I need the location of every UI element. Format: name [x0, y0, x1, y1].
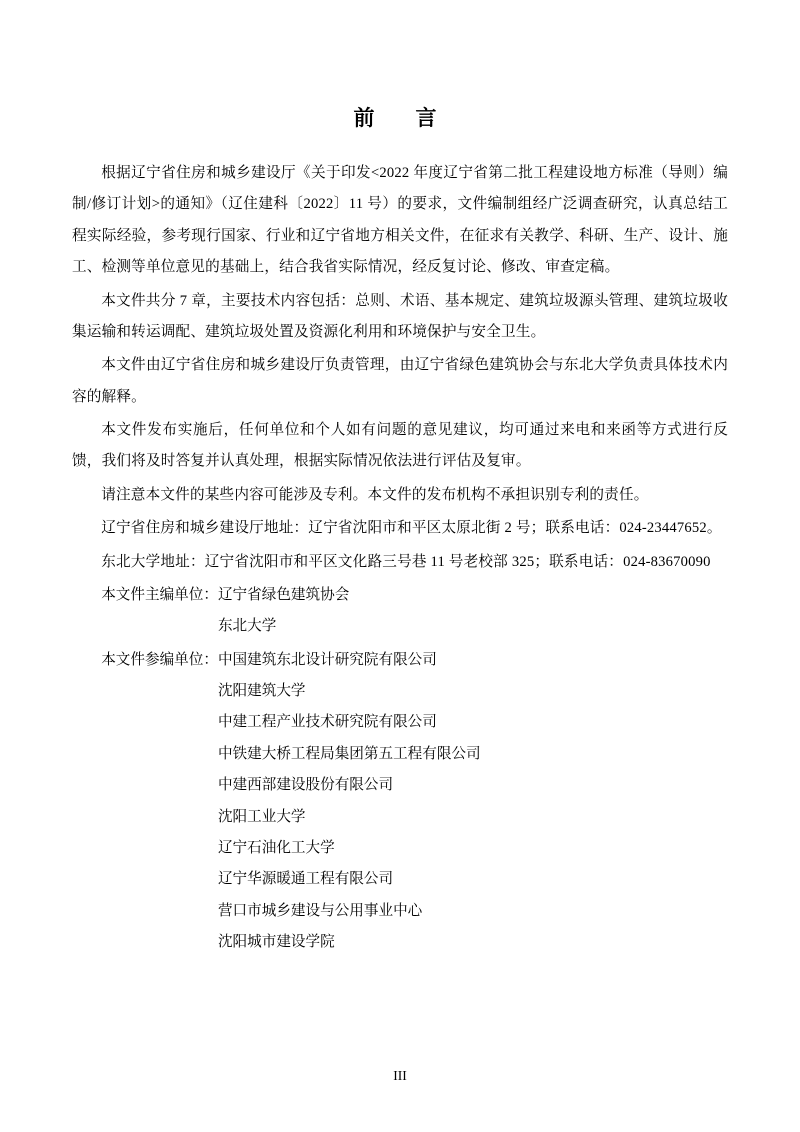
paragraph-contents: 本文件共分 7 章，主要技术内容包括：总则、术语、基本规定、建筑垃圾源头管理、建筑垃圾收集运输和转运调配、建筑垃圾处置及资源化利用和环境保护与安全卫生。	[72, 292, 728, 340]
page-title: 前 言	[353, 106, 447, 130]
chief-editor-label: 本文件主编单位：	[101, 586, 218, 603]
list-item	[72, 739, 728, 770]
participating-editor-value: 沈阳工业大学	[217, 808, 306, 825]
list-item	[72, 833, 728, 864]
participating-editor-value: 中建工程产业技术研究院有限公司	[217, 714, 437, 731]
page-number: III	[393, 1068, 407, 1083]
list-item	[72, 676, 728, 707]
participating-editor-value: 中国建筑东北设计研究院有限公司	[217, 651, 437, 668]
participating-editor-value: 沈阳建筑大学	[217, 683, 306, 699]
paragraph-patent-notice: 请注意本文件的某些内容可能涉及专利。本文件的发布机构不承担识别专利的责任。	[101, 486, 649, 503]
list-item	[72, 611, 728, 642]
participating-editor-value: 营口市城乡建设与公用事业中心	[217, 902, 423, 919]
list-item	[72, 645, 728, 676]
list-item	[72, 802, 728, 833]
participating-editor-label: 本文件参编单位：	[101, 651, 218, 668]
paragraph-university-address: 东北大学地址：辽宁省沈阳市和平区文化路三号巷 11 号老校部 325；联系电话：024-83670090	[101, 553, 711, 570]
list-item	[72, 707, 728, 738]
participating-editor-value: 中建西部建设股份有限公司	[217, 777, 394, 794]
paragraph-feedback: 本文件发布实施后，任何单位和个人如有问题的意见建议，均可通过来电和来函等方式进行反馈，我们将及时答复并认真处理，根据实际情况依法进行评估及复审。	[72, 422, 728, 470]
paragraph-management: 本文件由辽宁省住房和城乡建设厅负责管理，由辽宁省绿色建筑协会与东北大学负责具体技术内容的解释。	[72, 357, 728, 405]
participating-editor-value: 辽宁华源暖通工程有限公司	[217, 871, 394, 888]
participating-editor-value: 辽宁石油化工大学	[217, 839, 335, 856]
participating-editor-units	[72, 645, 728, 959]
paragraph-department-address: 辽宁省住房和城乡建设厅地址：辽宁省沈阳市和平区太原北街 2 号；联系电话：024-23447652。	[101, 520, 722, 537]
list-item	[72, 580, 728, 611]
paragraph-basis: 根据辽宁省住房和城乡建设厅《关于印发<2022 年度辽宁省第二批工程建设地方标准（导则）编制/修订计划>的通知》（辽住建科〔2022〕11 号）的要求，文件编制组经广泛调查研究，认真总结工程实际经验，参考现行国家、行业和辽宁省地方相关文件，在征求有关教学、科研、生产、设计、施工、检测等单位意见的基础上，结合我省实际情况，经反复讨论、修改、审查定稿。	[72, 165, 728, 276]
list-item	[72, 927, 728, 958]
list-item	[72, 864, 728, 895]
chief-editor-value: 东北大学	[217, 618, 277, 635]
participating-editor-value: 中铁建大桥工程局集团第五工程有限公司	[217, 745, 481, 762]
chief-editor-units	[72, 580, 728, 643]
participating-editor-value: 沈阳城市建设学院	[217, 934, 335, 950]
list-item	[72, 896, 728, 927]
chief-editor-value: 辽宁省绿色建筑协会	[217, 586, 350, 603]
list-item	[72, 770, 728, 801]
